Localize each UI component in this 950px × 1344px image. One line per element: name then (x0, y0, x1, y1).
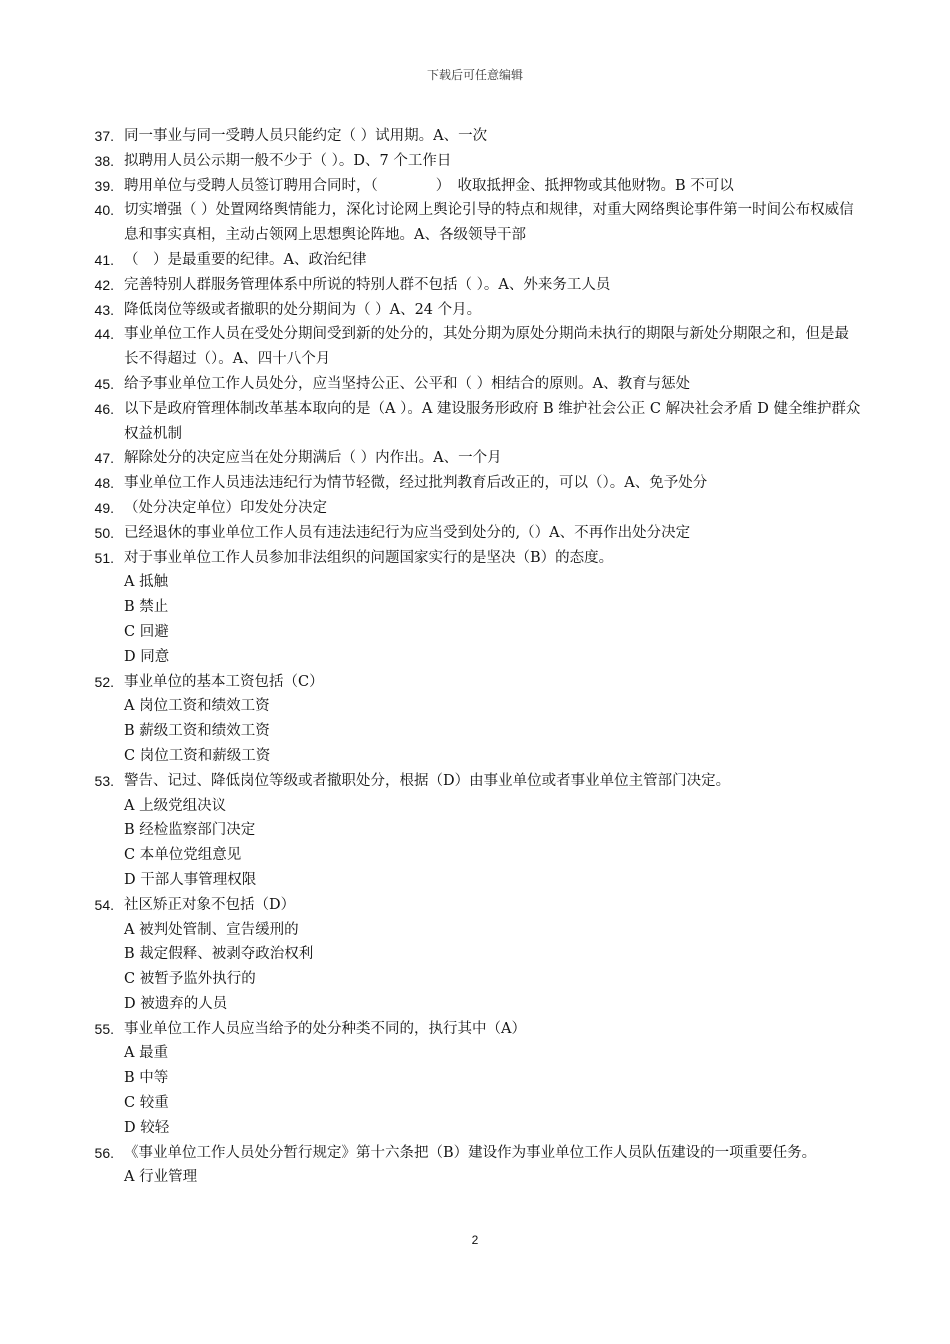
answer-option: C 岗位工资和薪级工资 (124, 747, 271, 764)
question-item (0, 521, 950, 546)
question-number: 37. (94, 128, 114, 144)
answer-option: D 干部人事管理权限 (124, 871, 257, 888)
answer-option: B 禁止 (124, 599, 169, 616)
question-item (0, 174, 950, 199)
question-number: 52. (94, 673, 114, 690)
question-number: 54. (94, 896, 114, 913)
question-number: 48. (94, 475, 114, 492)
question-number: 39. (94, 177, 114, 194)
question-number: 40. (94, 202, 114, 219)
question-item (0, 298, 950, 323)
answer-option: C 较重 (124, 1095, 169, 1112)
question-number: 43. (94, 301, 114, 318)
question-number: 51. (94, 549, 114, 566)
question-number: 45. (94, 375, 114, 392)
answer-option: A 最重 (124, 1045, 169, 1062)
answer-option: B 经检监察部门决定 (124, 822, 256, 839)
answer-option: C 本单位党组意见 (124, 847, 242, 864)
question-item (0, 124, 950, 149)
question-text: 警告、记过、降低岗位等级或者撤职处分，根据（D）由事业单位或者事业单位主管部门决定。 (124, 772, 731, 789)
question-item (0, 769, 950, 794)
answer-option: C 回避 (124, 623, 169, 640)
question-text: 聘用单位与受聘人员签订聘用合同时，（ ） 收取抵押金、抵押物或其他财物。B 不可以 (124, 177, 734, 194)
question-list (0, 124, 950, 1190)
question-text: 事业单位工作人员违法违纪行为情节轻微，经过批判教育后改正的，可以（）。A、免予处分 (124, 475, 708, 492)
question-item (0, 471, 950, 496)
question-item (0, 198, 950, 248)
question-text: 事业单位工作人员应当给予的处分种类不同的，执行其中（A） (124, 1020, 526, 1037)
answer-option: D 同意 (124, 648, 170, 665)
question-text: 社区矫正对象不包括（D） (124, 896, 296, 913)
question-text: 解除处分的决定应当在处分期满后（ ）内作出。A、一个月 (124, 450, 502, 467)
question-number: 42. (94, 276, 114, 293)
question-item (0, 1141, 950, 1166)
answer-option: B 中等 (124, 1070, 169, 1087)
answer-option: D 较轻 (124, 1119, 170, 1136)
page-number: 2 (471, 1233, 479, 1247)
question-text: 对于事业单位工作人员参加非法组织的问题国家实行的是坚决（B）的态度。 (124, 549, 614, 566)
question-text: 切实增强（ ）处置网络舆情能力，深化讨论网上舆论引导的特点和规律，对重大网络舆论事件第一时间公布权威信息和事实真相，主动占领网上思想舆论阵地。A、各级领导干部 (124, 202, 854, 244)
question-text: 同一事业与同一受聘人员只能约定（ ）试用期。A、一次 (124, 128, 488, 144)
page-header: 下载后可任意编辑 (426, 68, 523, 82)
question-item (0, 397, 950, 447)
question-text: 完善特别人群服务管理体系中所说的特别人群不包括（ ）。A、外来务工人员 (124, 276, 611, 293)
question-number: 41. (94, 251, 114, 268)
question-text: 给予事业单位工作人员处分，应当坚持公正、公平和（ ）相结合的原则。A、教育与惩处 (124, 375, 691, 392)
question-item (0, 893, 950, 918)
question-item (0, 670, 950, 695)
question-text: （ ）是最重要的纪律。A、政治纪律 (124, 251, 367, 268)
question-number: 47. (94, 450, 114, 467)
question-item (0, 446, 950, 471)
answer-option: A 上级党组决议 (124, 797, 227, 814)
answer-option: D 被遗弃的人员 (124, 995, 228, 1012)
question-text: 事业单位工作人员在受处分期间受到新的处分的，其处分期为原处分期尚未执行的期限与新处分期限之和，但是最长不得超过（）。A、四十八个月 (124, 326, 849, 368)
answer-option: B 裁定假释、被剥夺政治权利 (124, 946, 314, 963)
question-number: 53. (94, 772, 114, 789)
question-item (0, 273, 950, 298)
answer-option: A 行业管理 (124, 1169, 198, 1186)
answer-option: A 抵触 (124, 574, 169, 591)
question-text: 以下是政府管理体制改革基本取向的是（A ）。A 建设服务形政府 B 维护社会公正 C 解决社会矛盾 D 健全维护群众权益机制 (124, 400, 861, 442)
question-text: 降低岗位等级或者撤职的处分期间为（ ）A、24 个月。 (124, 301, 482, 318)
question-item (0, 372, 950, 397)
question-item (0, 149, 950, 174)
answer-option: C 被暂予监外执行的 (124, 971, 256, 988)
question-number: 46. (94, 400, 114, 417)
question-number: 44. (94, 326, 114, 343)
question-item (0, 248, 950, 273)
question-number: 50. (94, 524, 114, 541)
question-item (0, 322, 950, 372)
question-item (0, 496, 950, 521)
question-item (0, 546, 950, 571)
question-number: 56. (94, 1144, 114, 1161)
question-number: 38. (94, 152, 114, 169)
question-item (0, 1017, 950, 1042)
question-text: 《事业单位工作人员处分暂行规定》第十六条把（B）建设作为事业单位工作人员队伍建设的一项重要任务。 (124, 1144, 817, 1161)
question-text: 拟聘用人员公示期一般不少于（ ）。D、7 个工作日 (124, 152, 452, 169)
answer-option: A 被判处管制、宣告缓刑的 (124, 921, 299, 938)
answer-option: B 薪级工资和绩效工资 (124, 723, 270, 740)
question-text: 已经退休的事业单位工作人员有违法违纪行为应当受到处分的,（）A、不再作出处分决定 (124, 524, 691, 541)
question-text: （处分决定单位）印发处分决定 (124, 499, 327, 516)
answer-option: A 岗位工资和绩效工资 (124, 698, 270, 715)
question-number: 55. (94, 1020, 114, 1037)
question-text: 事业单位的基本工资包括（C） (124, 673, 324, 690)
question-number: 49. (94, 499, 114, 516)
